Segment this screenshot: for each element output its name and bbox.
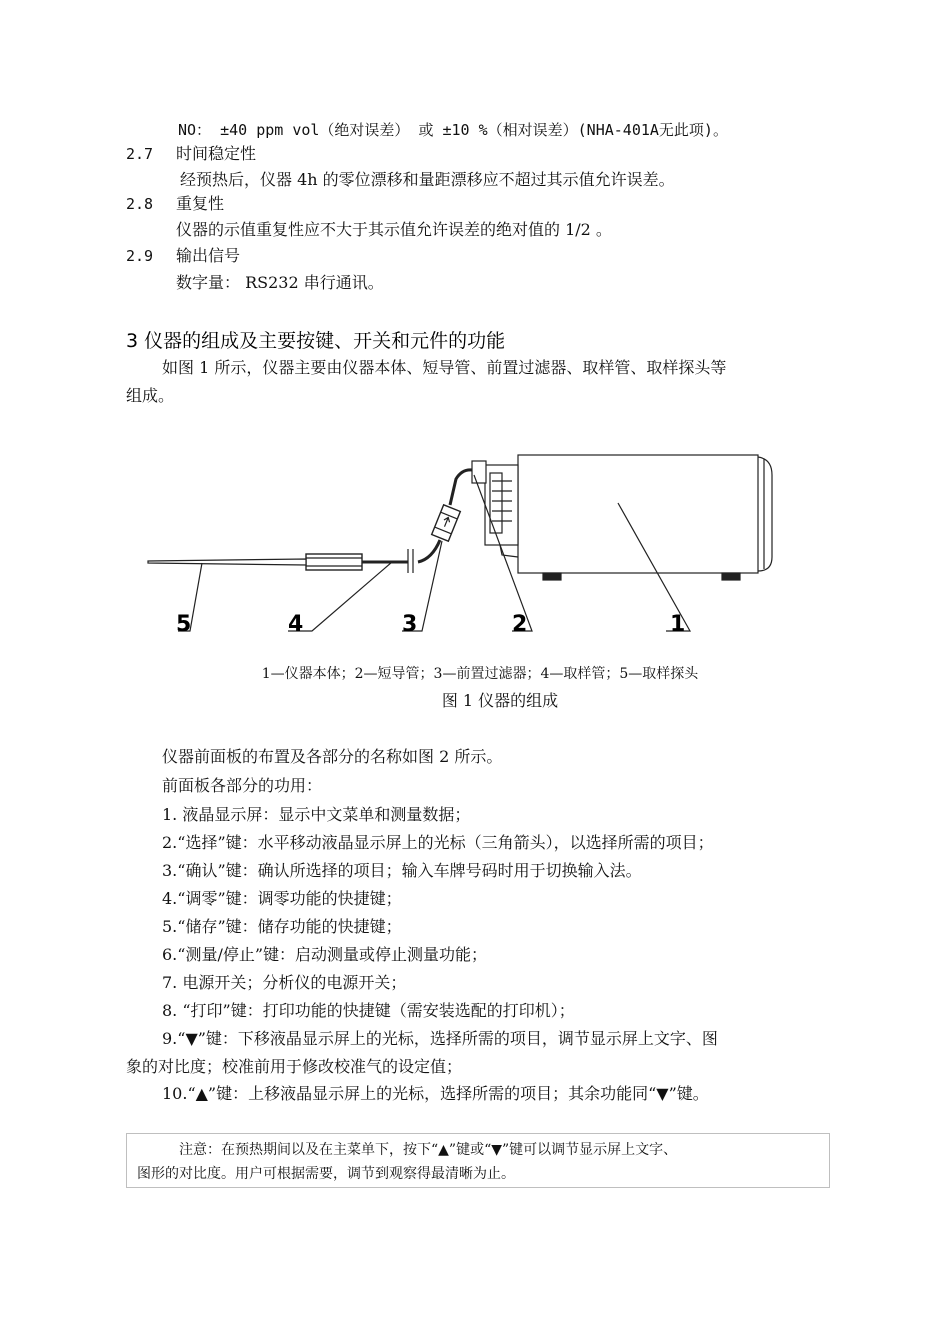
panel-intro-1: 仪器前面板的布置及各部分的名称如图 2 所示。: [162, 747, 503, 766]
spec-no-line: NO： ±40 ppm vol（绝对误差） 或 ±10 %（相对误差）(NHA-401A无此项)。: [178, 121, 728, 139]
callout-5: 5: [176, 612, 192, 637]
sampling-probe-shape: [148, 559, 306, 565]
note-box: [126, 1133, 830, 1188]
panel-item-3: 3.“确认”键：确认所选择的项目；输入车牌号码时用于切换输入法。: [162, 861, 642, 880]
callout-2: 2: [512, 612, 528, 637]
panel-item-6: 6.“测量/停止”键：启动测量或停止测量功能；: [162, 945, 488, 964]
note-line-2: 图形的对比度。用户可根据需要，调节到观察得最清晰为止。: [137, 1166, 515, 1182]
callout-4: 4: [288, 612, 304, 637]
section-3-heading: 3 仪器的组成及主要按键、开关和元件的功能: [126, 330, 506, 352]
instrument-foot-right: [722, 573, 740, 580]
panel-item-5: 5.“储存”键：储存功能的快捷键；: [162, 917, 402, 936]
section-2-7-number: 2.7: [126, 145, 154, 163]
callout-1: 1: [670, 612, 686, 637]
panel-item-9: 9.“▼”键：下移液晶显示屏上的光标，选择所需的项目，调节显示屏上文字、图: [162, 1029, 718, 1048]
panel-intro-2: 前面板各部分的功用：: [162, 776, 323, 795]
section-2-9-title: 输出信号: [176, 246, 241, 265]
instrument-front-panel-shape: [758, 457, 772, 571]
section-2-8-body: 仪器的示值重复性应不大于其示值允许误差的绝对值的 1/2 。: [176, 220, 612, 239]
panel-item-2: 2.“选择”键：水平移动液晶显示屏上的光标（三角箭头），以选择所需的项目；: [162, 833, 714, 852]
panel-item-1: 1. 液晶显示屏：显示中文菜单和测量数据；: [162, 805, 471, 824]
panel-item-10: 10.“▲”键：上移液晶显示屏上的光标，选择所需的项目；其余功能同“▼”键。: [162, 1084, 709, 1103]
panel-item-8: 8. “打印”键：打印功能的快捷键（需安装选配的打印机）；: [162, 1001, 575, 1020]
figure-1-legend: 1—仪器本体；2—短导管；3—前置过滤器；4—取样管；5—取样探头: [261, 666, 699, 682]
instrument-foot-left: [543, 573, 561, 580]
panel-item-9-cont: 象的对比度；校准前用于修改校准气的设定值；: [126, 1057, 463, 1076]
section-2-8-number: 2.8: [126, 195, 154, 213]
section-3-intro-line1: 如图 1 所示，仪器主要由仪器本体、短导管、前置过滤器、取样管、取样探头等: [162, 358, 727, 377]
section-2-9-body: 数字量： RS232 串行通讯。: [176, 273, 384, 292]
section-2-7-body: 经预热后，仪器 4h 的零位漂移和量距漂移应不超过其示值允许误差。: [180, 170, 675, 189]
probe-handle-shape: [306, 554, 362, 570]
leader-line-4: [288, 562, 392, 631]
section-3-intro-line2: 组成。: [126, 386, 175, 405]
section-2-7-title: 时间稳定性: [176, 144, 257, 163]
instrument-body-shape: [518, 455, 758, 573]
section-2-9-number: 2.9: [126, 247, 154, 265]
note-line-1: 注意：在预热期间以及在主菜单下，按下“▲”键或“▼”键可以调节显示屏上文字、: [179, 1142, 678, 1158]
panel-item-7: 7. 电源开关；分析仪的电源开关；: [162, 973, 407, 992]
callout-3: 3: [402, 612, 418, 637]
short-tube-fitting: [472, 461, 486, 483]
pre-filter-shape: [432, 505, 461, 541]
panel-item-4: 4.“调零”键：调零功能的快捷键；: [162, 889, 402, 908]
section-2-8-title: 重复性: [176, 194, 225, 213]
short-tube-shape: [450, 470, 472, 505]
figure-1-caption: 图 1 仪器的组成: [441, 691, 559, 710]
figure-1-instrument-drawing: [140, 445, 800, 650]
